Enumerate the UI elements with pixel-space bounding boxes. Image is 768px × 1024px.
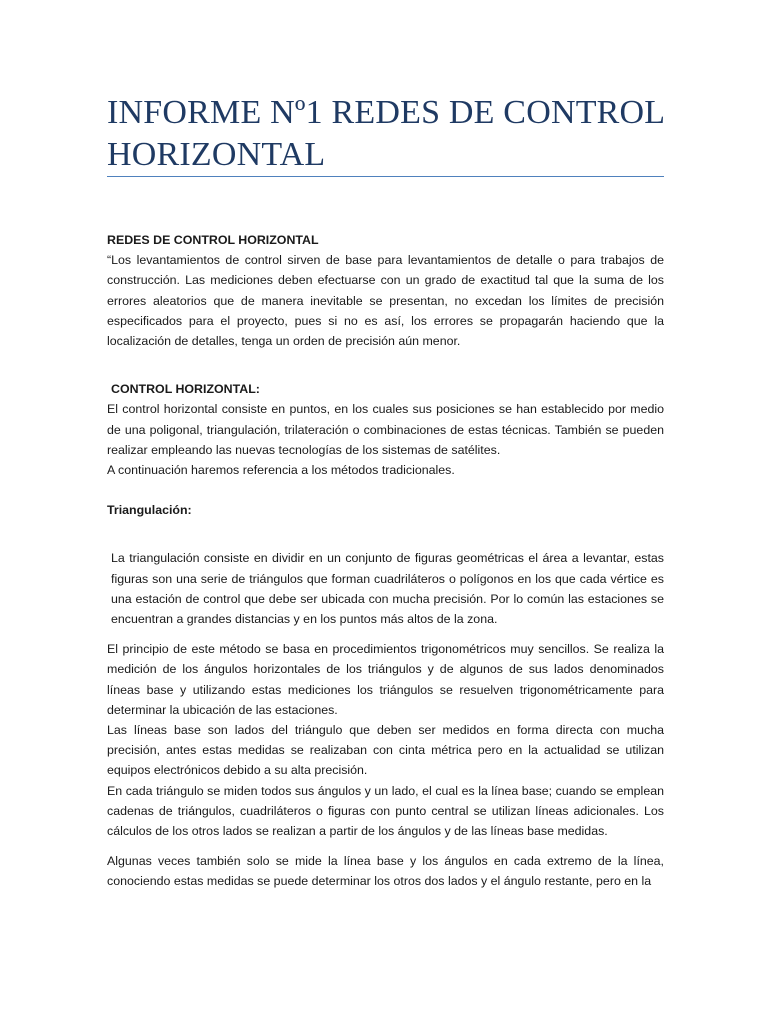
paragraph-triangulacion-5: Algunas veces también solo se mide la línea base y los ángulos en cada extremo de la línea, conociendo estas medidas se puede determinar los otros dos lados y el ángulo restante, pero en la (107, 854, 664, 889)
section-heading-triangulacion: Triangulación: (107, 503, 192, 518)
paragraph-control-1: El control horizontal consiste en puntos, en los cuales sus posiciones se han establecido por medio de una poligonal, triangulación, trilateración o combinaciones de estas técnicas. También se pueden realizar empleando las nuevas tecnologías de los sistemas de satélites. (107, 402, 664, 457)
section-heading-control: CONTROL HORIZONTAL: (111, 382, 260, 397)
paragraph-triangulacion-3: Las líneas base son lados del triángulo que deben ser medidos en forma directa con mucha precisión, antes estas medidas se realizaban con cinta métrica pero en la actualidad se utilizan equipos electrónicos debido a su alta precisión. (107, 723, 664, 778)
paragraph-control-2: A continuación haremos referencia a los métodos tradicionales. (107, 463, 455, 478)
title-divider (107, 176, 664, 177)
spacer (107, 351, 664, 379)
paragraph-triangulacion-4: En cada triángulo se miden todos sus ángulos y un lado, el cual es la línea base; cuando se emplean cadenas de triángulos, cuadriláteros o figuras con punto central se utilizan líneas adicionales. Los cálculos de los otros lados se realizan a partir de los ángulos y de las líneas base medidas. (107, 783, 664, 839)
page-title: INFORME Nº1 REDES DE CONTROL HORIZONTAL (107, 94, 665, 173)
spacer (107, 629, 664, 639)
spacer (107, 480, 664, 500)
section-heading-redes: REDES DE CONTROL HORIZONTAL (107, 233, 319, 247)
paragraph-redes: “Los levantamientos de control sirven de base para levantamientos de detalle o para trabajos de construcción. Las mediciones deben efectuarse con un grado de exactitud tal que la suma de los errores aleatorios que de manera inevitable se presentan, no excedan los límites de precisión especificados para el proyecto, pues si no es así, los errores se propagarán haciendo que la localización de detalles, tenga un orden de precisión aún menor. (107, 253, 664, 349)
spacer (107, 841, 664, 851)
document-body (107, 230, 664, 892)
spacer (107, 520, 664, 548)
paragraph-triangulacion-1: La triangulación consiste en dividir en un conjunto de figuras geométricas el área a levantar, estas figuras son una serie de triángulos que forman cuadriláteros o polígonos en los que cada vértice es una estación de control que debe ser ubicada con mucha precisión. Por lo común las estaciones se encuentran a grandes distancias y en los puntos más altos de la zona. (111, 551, 664, 627)
paragraph-triangulacion-2: El principio de este método se basa en procedimientos trigonométricos muy sencillos. Se realiza la medición de los ángulos horizontales de los triángulos y de algunos de sus lados denominados líneas base y utilizando estas mediciones los triángulos se resuelven trigonométricamente para determinar la ubicación de las estaciones. (107, 642, 664, 717)
